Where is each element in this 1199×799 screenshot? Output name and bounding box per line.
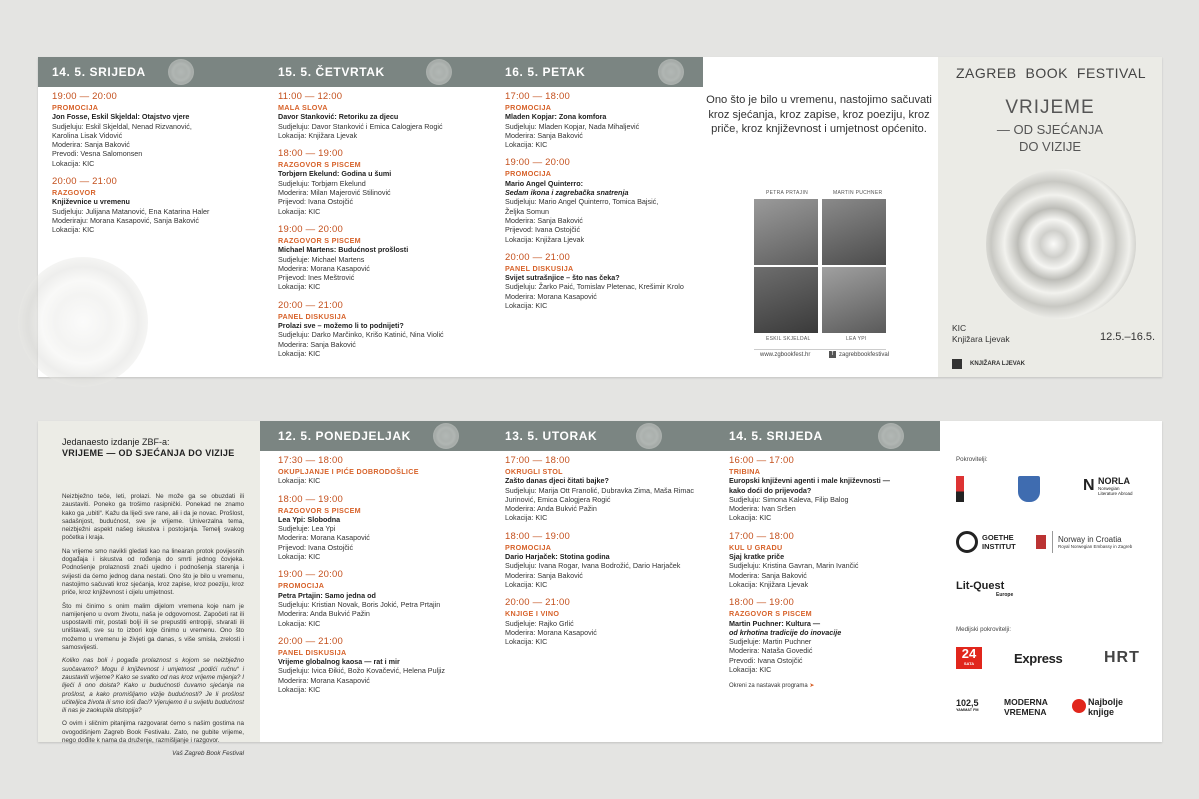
- portrait-photo: [754, 267, 818, 333]
- najbolje-knjige-logo: [1088, 697, 1123, 717]
- norla-caption: Norwegian: [1098, 486, 1120, 491]
- event-detail: Moderira: Milan Majerović Stilinović: [278, 188, 391, 198]
- divider: [754, 349, 886, 350]
- intro-text: [62, 493, 244, 764]
- event-type: OKUPLJANJE I PIĆE DOBRODOŠLICE: [278, 467, 419, 476]
- event-detail: Moderira: Morana Kasapović: [505, 291, 597, 301]
- event-time: 17:00 — 18:00: [505, 455, 570, 466]
- website-link[interactable]: www.zgbookfest.hr: [760, 352, 811, 358]
- intro-paragraph: Na vrijeme smo navikli gledati kao na linearan protok povijesnih događaja i iskustva od rođenja do smrti jednog čovjeka. Podnošenje prolaznosti znači ujedno i podnošenja starenja i svijesti da ćemo jednog dana nestati. Ono što je bilo u vremenu, nastojimo sačuvati kroz sjećanja, kroz zapise, kroz poeziju, kroz priče, kroz književnost i cijelu umjetnost.: [62, 547, 244, 597]
- event-detail: Lokacija: KIC: [278, 206, 321, 216]
- divider: [1052, 531, 1053, 553]
- norla-n-icon: N: [1083, 477, 1095, 494]
- social-handle[interactable]: zagrebbookfestival: [839, 352, 890, 358]
- event-time: 18:00 — 19:00: [729, 597, 794, 609]
- event-detail: Sudjeluje: Rajko Grlić: [505, 618, 574, 628]
- venue: KIC: [952, 323, 967, 333]
- day-column: [278, 91, 493, 366]
- moderna-word: MODERNA: [1004, 697, 1048, 707]
- goethe-name: INSTITUT: [982, 542, 1016, 551]
- event-detail: Lokacija: KIC: [52, 225, 95, 235]
- event-title: Književnice u vremenu: [52, 197, 130, 207]
- zagreb-coat-icon: [1018, 476, 1040, 502]
- event-time: 20:00 — 21:00: [505, 251, 570, 263]
- arrow-right-icon: ➤: [809, 683, 815, 690]
- event-detail: Lokacija: KIC: [278, 685, 321, 695]
- event-type: MALA SLOVA: [278, 103, 328, 112]
- 24sata-logo: [956, 647, 982, 669]
- event-detail: Moderira: Sanja Baković: [52, 140, 130, 150]
- event-title: Mario Angel Quinterro:: [505, 178, 583, 188]
- event-subtitle: Sedam ikona i zagrebačka snatrenja: [505, 188, 629, 198]
- day-column: [729, 455, 929, 692]
- yammat-frequency: 102,5: [956, 698, 979, 708]
- portrait-label: ESKIL SKJELDAL: [766, 336, 811, 342]
- event: [278, 494, 493, 562]
- day-header: 12. 5. PONEDJELJAK: [278, 429, 411, 443]
- event-detail: Lokacija: KIC: [278, 476, 321, 486]
- event-detail: Moderira: Morana Kasapović: [278, 263, 370, 273]
- event-detail: Moderira: Sanja Baković: [505, 570, 583, 580]
- event-detail: Moderira: Morana Kasapović: [505, 627, 597, 637]
- event-detail: Moderira: Sanja Baković: [505, 215, 583, 225]
- intro-paragraph: Što mi činimo s onim malim dijelom vremena koje nam je namijenjeno u ovom životu, naša je odgovornost. Započeti rat ili uspostaviti mir, postati bolji ili se prepustiti entropiji, stvarati ili uništavati, sve su to izbori koje činimo u vremenu. Ono što možemo u vremenu je živjeti ga danas, s više smisla, zrelosti i samosvijesti.: [62, 602, 244, 652]
- event-detail: Lokacija: KIC: [505, 513, 548, 523]
- event-detail: Sudjeluju: Ivica Đikić, Božo Kovačević, Helena Puljiz: [278, 666, 445, 676]
- day-header: 15. 5. ČETVRTAK: [278, 65, 385, 79]
- kic-logo: [952, 359, 962, 369]
- event: [505, 157, 705, 243]
- litquest-logo: [956, 581, 1013, 598]
- day-header: 14. 5. SRIJEDA: [52, 65, 146, 79]
- event-type: RAZGOVOR S PISCEM: [278, 160, 361, 170]
- media-sponsors-label: Medijski pokrovitelji:: [956, 626, 1012, 633]
- festival-name: [956, 65, 1146, 81]
- event-type: PANEL DISKUSIJA: [505, 263, 574, 273]
- 24sata-word: SATA: [963, 661, 975, 666]
- event-detail: Sudjeluju: Julijana Matanović, Ena Katarina Haler: [52, 206, 210, 216]
- event-detail: Lokacija: KIC: [729, 513, 772, 523]
- event-detail: Prijevod: Ivana Ostojčić: [278, 542, 354, 552]
- hrt-logo: HRT: [1104, 649, 1140, 666]
- event-detail: Sudjeluju: Mladen Kopjar, Nada Mihaljević: [505, 121, 640, 131]
- shell-icon: [426, 59, 452, 85]
- event: [278, 636, 493, 694]
- event-detail: Željka Somun: [505, 206, 549, 216]
- shell-icon: [433, 423, 459, 449]
- intro-heading-line: VRIJEME — OD SJEĆANJA DO VIZIJE: [62, 448, 235, 458]
- event-title: Sjaj kratke priče: [729, 552, 785, 562]
- najbolje-icon: [1072, 699, 1086, 713]
- goethe-icon: [956, 531, 978, 553]
- festival-word: ZAGREB: [956, 65, 1017, 81]
- portrait-photo: [822, 267, 886, 333]
- event-time: 11:00 — 12:00: [278, 91, 343, 102]
- shell-icon: [878, 423, 904, 449]
- sponsors-label: Pokrovitelji:: [956, 456, 988, 463]
- event: [505, 252, 705, 310]
- event-detail: Sudjeluju: Kristian Novak, Boris Jokić, Petra Prtajin: [278, 599, 441, 609]
- event-detail: Sudjeluje: Martin Puchner: [729, 637, 812, 647]
- event-detail: Lokacija: KIC: [52, 158, 95, 168]
- facebook-icon: f: [829, 351, 836, 358]
- event-detail: Moderira: Ivan Sršen: [729, 504, 796, 514]
- event-detail: Moderira: Anda Bukvić Pažin: [505, 504, 597, 514]
- yammat-caption: YAMMAT FM: [956, 708, 979, 712]
- portrait-label: MARTIN PUCHNER: [833, 190, 883, 196]
- norway-name: Norway in Croatia: [1058, 535, 1122, 544]
- shell-icon: [658, 59, 684, 85]
- moderna-vremena-logo: [1004, 697, 1048, 717]
- event-title: Svijet sutrašnjice – što nas čeka?: [505, 273, 620, 283]
- event-detail: Sudjeluju: Eskil Skjeldal, Nenad Rizvanović,: [52, 121, 192, 131]
- event-title: kako doći do prijevoda?: [729, 485, 812, 495]
- event-title: Petra Prtajin: Samo jedna od: [278, 590, 376, 600]
- event-time: 18:00 — 19:00: [278, 493, 343, 505]
- day-column: [505, 455, 720, 654]
- event-time: 18:00 — 19:00: [278, 148, 343, 160]
- day-column: [52, 91, 267, 243]
- moderna-word: VREMENA: [1004, 707, 1047, 717]
- event-detail: Lokacija: Knjižara Ljevak: [278, 130, 358, 140]
- event-detail: Sudjeluju: Simona Kaleva, Filip Balog: [729, 494, 849, 504]
- intro-paragraph: O ovim i sličnim pitanjima razgovarat ćemo s našim gostima na ovogodišnjem Zagreb Book Festivalu. Zato, ne gubite vrijeme, nego dođite k nama da druženje, razmišljanje i razgovor.: [62, 720, 244, 745]
- event-title: Prolazi sve – možemo li to podnijeti?: [278, 321, 404, 331]
- event-detail: Moderiraju: Morana Kasapović, Sanja Baković: [52, 215, 200, 225]
- event-detail: Prijevod: Ines Meštrović: [278, 273, 355, 283]
- event: [278, 224, 493, 292]
- ljevak-logo: KNJIŽARA LJEVAK: [970, 361, 1026, 367]
- day-header: 14. 5. SRIJEDA: [729, 429, 823, 443]
- event-title: Torbjørn Ekelund: Godina u šumi: [278, 169, 392, 179]
- intro-quote: Ono što je bilo u vremenu, nastojimo sačuvati kroz sjećanja, kroz zapise, kroz poeziju, kroz priče, kroz književnost i umjetnost općenito.: [706, 94, 932, 135]
- event-detail: Karolina Lisak Vidović: [52, 130, 123, 140]
- norway-crest-icon: [1036, 535, 1046, 549]
- event-detail: Prijevod: Ivana Ostojčić: [505, 225, 581, 235]
- festival-word: FESTIVAL: [1076, 65, 1146, 81]
- event-detail: Sudjeluju: Žarko Paić, Tomislav Pletenac, Krešimir Krolo: [505, 282, 684, 292]
- portrait-photo: [754, 199, 818, 265]
- litquest-caption: Europe: [996, 592, 1014, 598]
- event-detail: Moderira: Sanja Baković: [278, 339, 356, 349]
- event-type: RAZGOVOR S PISCEM: [729, 609, 812, 619]
- intro-heading: [62, 437, 235, 459]
- event-title: Zašto danas djeci čitati bajke?: [505, 476, 609, 486]
- intro-paragraph: Koliko nas boli i pogađa prolaznost s kojom se neizbježno suočavamo? Mogu li književnost i umjetnost „podići ručnu“ i zaustaviti vrijeme? Kako se svatko od nas kroz vrijeme mijenja? I liječi li ono doista? Kako u budućnosti čuvamo sjećanja na prošlost, a kako promišljamo vizije budućnosti? Je li prošlost učiteljica života ili smo loši đaci? Vjerujemo li u svijetlu budućnost ili nas je zaokupila distopija?: [62, 657, 244, 715]
- brochure-outer-side: [38, 57, 1162, 377]
- event-title: Davor Stanković: Retoriku za djecu: [278, 112, 399, 122]
- norla-logo: [1098, 477, 1133, 496]
- event-time: 17:00 — 18:00: [729, 530, 794, 542]
- event-detail: Lokacija: KIC: [505, 301, 548, 311]
- event-detail: Lokacija: Knjižara Ljevak: [729, 579, 809, 589]
- ministry-logo: [956, 476, 964, 502]
- event: [278, 300, 493, 358]
- day-header: 16. 5. PETAK: [505, 65, 586, 79]
- shell-icon: [168, 59, 194, 85]
- event-type: TRIBINA: [729, 467, 761, 476]
- express-logo: Express: [1014, 651, 1063, 666]
- event: [278, 148, 493, 216]
- event-title: Martin Puchner: Kultura —: [729, 618, 821, 628]
- event: [505, 91, 705, 149]
- event: [505, 455, 720, 523]
- cover-panel: [938, 57, 1162, 377]
- event-detail: Prevodi: Ivana Ostojčić: [729, 655, 803, 665]
- event-detail: Lokacija: KIC: [278, 348, 321, 358]
- event-detail: Sudjeluje: Lea Ypi: [278, 524, 336, 534]
- event-detail: Sudjeluju: Kristina Gavran, Marin Ivančić: [729, 561, 859, 571]
- event-type: PROMOCIJA: [52, 103, 99, 112]
- shell-icon: [636, 423, 662, 449]
- event-title: Europski književni agenti i male književnosti —: [729, 476, 890, 486]
- yammat-logo: [956, 699, 979, 713]
- event-time: 20:00 — 21:00: [52, 176, 117, 188]
- goethe-logo: [982, 533, 1016, 551]
- intro-panel: [38, 421, 260, 758]
- event: [505, 597, 720, 646]
- event-time: 20:00 — 21:00: [505, 597, 570, 609]
- litquest-name: Lit-Quest: [956, 580, 1005, 592]
- event-detail: Lokacija: KIC: [278, 552, 321, 562]
- continue-note[interactable]: [729, 682, 929, 691]
- event-type: PROMOCIJA: [505, 542, 552, 552]
- event: [278, 569, 493, 627]
- event-time: 19:00 — 20:00: [505, 157, 570, 169]
- event-detail: Sudjeluju: Torbjørn Ekelund: [278, 178, 366, 188]
- norway-caption: Royal Norwegian Embassy in Zagreb: [1058, 544, 1133, 549]
- event-detail: Sudjeluje: Michael Martens: [278, 254, 365, 264]
- event-detail: Prevodi: Vesna Salomonsen: [52, 149, 143, 159]
- event: [505, 531, 720, 589]
- venues: [952, 323, 1010, 345]
- event-type: PANEL DISKUSIJA: [278, 647, 347, 657]
- event-title: Michael Martens: Budućnost prošlosti: [278, 245, 409, 255]
- event: [729, 531, 929, 589]
- event-time: 20:00 — 21:00: [278, 635, 343, 647]
- event-type: KUL U GRADU: [729, 542, 783, 552]
- event-detail: Lokacija: KIC: [278, 618, 321, 628]
- portrait-photo: [822, 199, 886, 265]
- event-time: 18:00 — 19:00: [505, 530, 570, 542]
- brochure-inner-side: [38, 421, 1162, 758]
- event-type: OKRUGLI STOL: [505, 467, 563, 476]
- event-type: RAZGOVOR S PISCEM: [278, 505, 361, 515]
- cover-subtitle: DO VIZIJE: [1018, 139, 1082, 154]
- event-title: Lea Ypi: Slobodna: [278, 514, 341, 524]
- event: [729, 455, 929, 523]
- event-title: Mladen Kopjar: Zona komfora: [505, 112, 607, 122]
- intro-paragraph: Neizbježno teče, leti, prolazi. Ne može ga se obuzdati ili zaustaviti. Poneko ga trošimo rasipnički. Ponekad ne znamo kako ga „ubiti“. Kažu da liječi sve rane, ali i da je novac. Prošlost, sadašnjost, budućnost, sve je vrijeme. Univerzalna tema, neizbježni aspekt našeg iskustva i postojanja. Temelj svakog početka i kraja.: [62, 493, 244, 542]
- najbolje-word: Najbolje: [1088, 697, 1124, 707]
- event-title: Vrijeme globalnog kaosa — rat i mir: [278, 657, 400, 667]
- event-detail: Sudjeluju: Davor Stanković i Emica Calogjera Rogić: [278, 121, 443, 131]
- event-detail: Sudjeluju: Mario Angel Quinterro, Tomica Bajsić,: [505, 197, 659, 207]
- event-type: PROMOCIJA: [505, 169, 552, 179]
- event-type: RAZGOVOR: [52, 188, 96, 198]
- event-title: Jon Fosse, Eskil Skjeldal: Otajstvo vjere: [52, 112, 190, 122]
- event-title: Dario Harjaček: Stotina godina: [505, 552, 610, 562]
- event-detail: Lokacija: KIC: [729, 665, 772, 675]
- norla-name: NORLA: [1098, 476, 1130, 486]
- event-detail: Sudjeluju: Ivana Rogar, Ivana Bodrožić, Dario Harjaček: [505, 561, 681, 571]
- event-detail: Moderira: Sanja Baković: [729, 570, 807, 580]
- event: [278, 455, 493, 486]
- event-type: PROMOCIJA: [505, 103, 552, 112]
- day-header: 13. 5. UTORAK: [505, 429, 598, 443]
- event-detail: Moderira: Anda Bukvić Pažin: [278, 609, 370, 619]
- event-detail: Lokacija: KIC: [505, 637, 548, 647]
- event-time: 19:00 — 20:00: [278, 223, 343, 235]
- 24sata-number: 24: [961, 646, 977, 661]
- shell-watermark: [18, 257, 148, 387]
- event-detail: Lokacija: KIC: [278, 282, 321, 292]
- event-detail: Moderira: Nataša Govedić: [729, 646, 813, 656]
- continue-label: Okreni za nastavak programa: [729, 683, 808, 690]
- norla-caption: Literature Abroad: [1098, 491, 1133, 496]
- event-detail: Moderira: Morana Kasapović: [278, 675, 370, 685]
- norway-logo: [1058, 535, 1132, 550]
- goethe-name: GOETHE: [982, 533, 1014, 542]
- event: [52, 176, 267, 234]
- event-title: od krhotina tradicije do inovacije: [729, 627, 842, 637]
- day-column: [505, 91, 705, 318]
- event-time: 17:30 — 18:00: [278, 455, 343, 466]
- festival-dates: 12.5.–16.5.: [1100, 331, 1156, 343]
- event-detail: Sudjeluju: Darko Marčinko, Krišo Katinić, Nina Violić: [278, 330, 444, 340]
- venue: Knjižara Ljevak: [952, 334, 1010, 344]
- intro-signature: Vaš Zagreb Book Festival: [172, 750, 244, 758]
- event-time: 16:00 — 17:00: [729, 455, 794, 466]
- event-type: KNJIGE I VINO: [505, 609, 560, 619]
- event-detail: Lokacija: Knjižara Ljevak: [505, 234, 585, 244]
- event-detail: Moderira: Sanja Baković: [505, 130, 583, 140]
- event: [729, 597, 929, 674]
- event-detail: Sudjeluju: Marija Ott Franolić, Dubravka Zima, Maša Rimac: [505, 485, 694, 495]
- cover-subtitle: — OD SJEĆANJA: [996, 122, 1104, 137]
- event-time: 19:00 — 20:00: [278, 569, 343, 581]
- day-column: [278, 455, 493, 702]
- festival-word: BOOK: [1025, 65, 1068, 81]
- event-detail: Lokacija: KIC: [505, 140, 548, 150]
- cover-title: VRIJEME: [1005, 97, 1095, 118]
- portrait-label: LEA YPI: [846, 336, 867, 342]
- event-detail: Jurinović, Emica Calogjera Rogić: [505, 494, 611, 504]
- event-type: PANEL DISKUSIJA: [278, 311, 347, 321]
- event-detail: Prijevod: Ivana Ostojčić: [278, 197, 354, 207]
- event-time: 19:00 — 20:00: [52, 91, 117, 102]
- event-type: RAZGOVOR S PISCEM: [278, 235, 361, 245]
- portrait-label: PETRA PRTAJIN: [766, 190, 809, 196]
- intro-heading-line: Jedanaesto izdanje ZBF-a:: [62, 437, 170, 447]
- event: [278, 91, 493, 140]
- event-time: 20:00 — 21:00: [278, 299, 343, 311]
- event-detail: Moderira: Morana Kasapović: [278, 533, 370, 543]
- event: [52, 91, 267, 168]
- event-type: PROMOCIJA: [278, 581, 325, 591]
- event-detail: Lokacija: KIC: [505, 579, 548, 589]
- shell-image: [986, 169, 1136, 319]
- event-time: 17:00 — 18:00: [505, 91, 570, 102]
- najbolje-word: knjige: [1088, 707, 1115, 717]
